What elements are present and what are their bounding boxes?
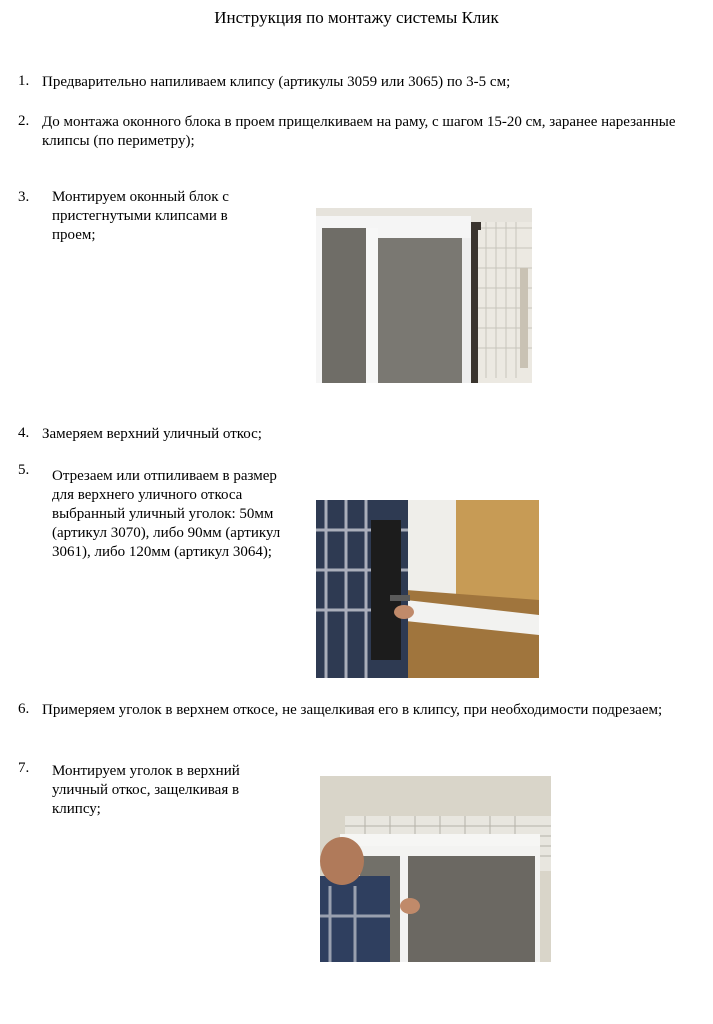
step-3-text: Монтируем оконный блок с пристегнутыми клипсами в проем; bbox=[52, 189, 229, 243]
step-3-number: 3. bbox=[18, 189, 30, 205]
window-installed-photo bbox=[316, 208, 532, 383]
document-title: Инструкция по монтажу системы Клик bbox=[214, 8, 499, 27]
step-7-text: Монтируем уголок в верхний уличный откос, защелкивая в клипсу; bbox=[52, 763, 240, 817]
step-7-number: 7. bbox=[18, 760, 30, 776]
step-5-number: 5. bbox=[18, 462, 30, 478]
step-4-number: 4. bbox=[18, 425, 30, 441]
mounting-corner-photo bbox=[320, 776, 551, 962]
step-6-text: Примеряем уголок в верхнем откосе, не защелкивая его в клипсу, при необходимости подрезаем; bbox=[42, 702, 663, 718]
step-1-text: Предварительно напиливаем клипсу (артикулы 3059 или 3065) по 3-5 см; bbox=[42, 74, 511, 90]
step-2-text: До монтажа оконного блока в проем прищелкиваем на раму, с шагом 15-20 см, заранее нарезанные клипсы (по периметру); bbox=[42, 114, 676, 149]
step-4-text: Замеряем верхний уличный откос; bbox=[42, 426, 262, 442]
step-5-text: Отрезаем или отпиливаем в размер для верхнего уличного откоса выбранный уличный уголок: 50мм (артикул 3070), либо 90мм (артикул 3061), либо 120мм (артикул 3064); bbox=[52, 468, 281, 560]
step-1-number: 1. bbox=[18, 73, 30, 89]
step-6-number: 6. bbox=[18, 701, 30, 717]
step-2-number: 2. bbox=[18, 113, 30, 129]
cutting-corner-photo bbox=[316, 500, 539, 678]
